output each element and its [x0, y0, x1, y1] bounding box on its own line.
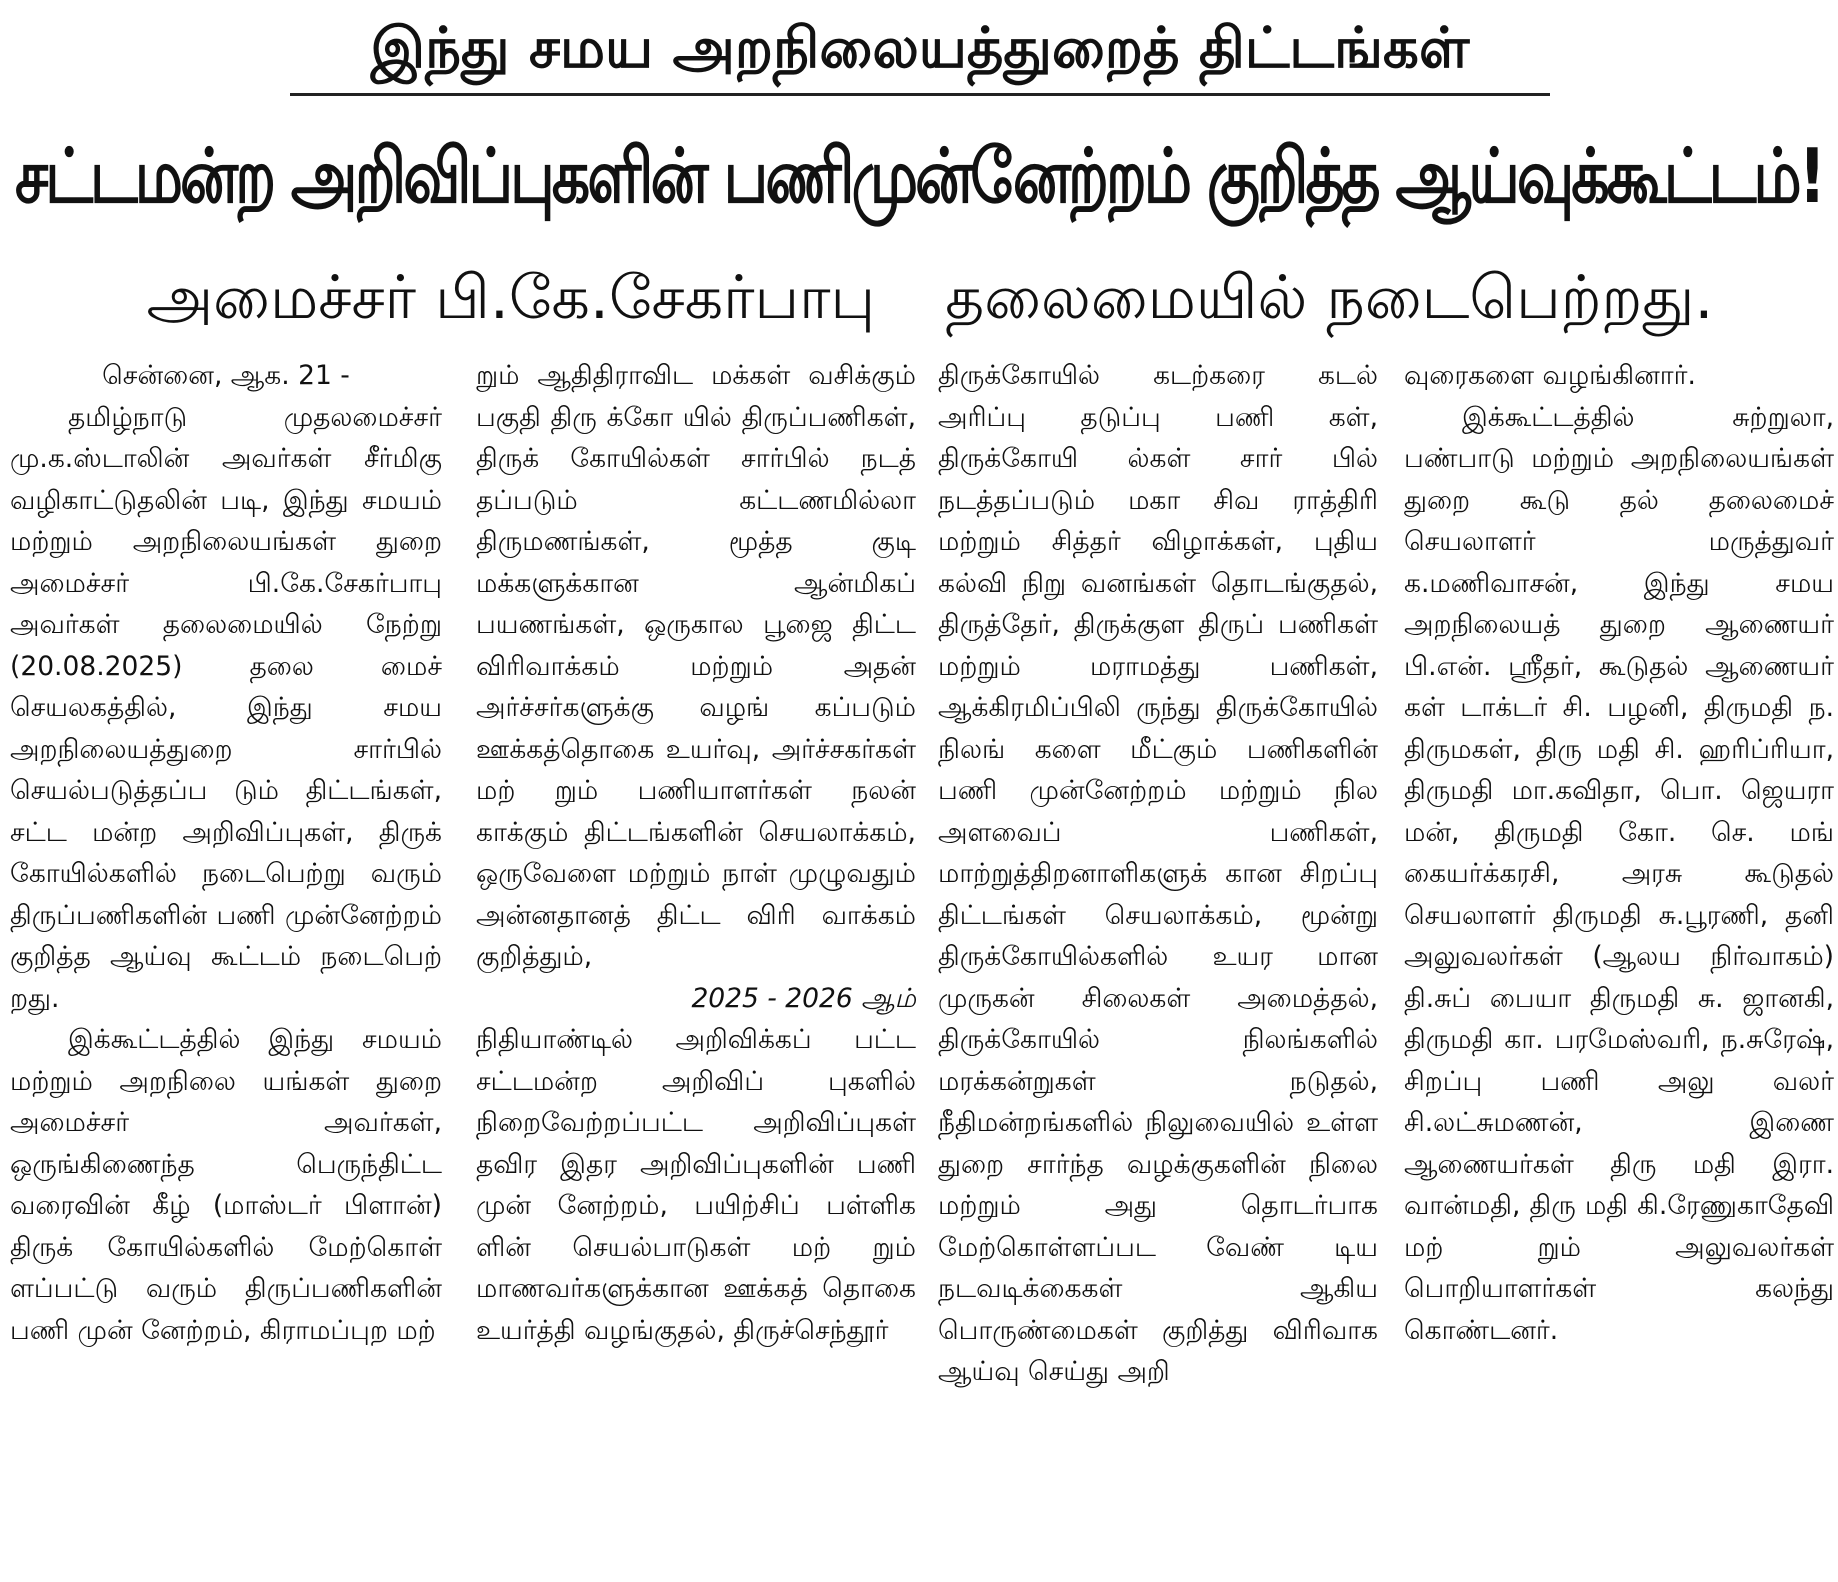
column-3	[938, 355, 1378, 1575]
paragraph: றும் ஆதிதிராவிட மக்கள் வசிக்கும் பகுதி திரு க்கோ யில் திருப்பணிகள், திருக் கோயில்கள் சார்பில் நடத் தப்படும் கட்டணமில்லா திருமணங்கள், மூத்த குடி மக்களுக்கான ஆன்மிகப் பயணங்கள், ஒருகால பூஜை திட்ட விரிவாக்கம் மற்றும் அதன் அர்ச்சர்களுக்கு வழங் கப்படும் ஊக்கத்தொகை உயர்வு, அர்ச்சகர்கள் மற் றும் பணியாளர்கள் நலன் காக்கும் திட்டங்களின் செயலாக்கம், ஒருவேளை மற்றும் நாள் முழுவதும் அன்னதானத் திட்ட விரி வாக்கம் குறித்தும்,	[476, 360, 916, 972]
subheadline	[40, 248, 1820, 348]
headline: சட்டமன்ற அறிவிப்புகளின் பணிமுன்னேற்றம் குறித்த ஆய்வுக்கூட்டம்!	[15, 133, 1823, 221]
paragraph: தமிழ்நாடு முதலமைச்சர் மு.க.ஸ்டாலின் அவர்கள் சீர்மிகு வழிகாட்டுதலின் படி, இந்து சமயம் மற்றும் அறநிலையங்கள் துறை அமைச்சர் பி.கே.சேகர்பாபு அவர்கள் தலைமையில் நேற்று (20.08.2025) தலை மைச் செயலகத்தில், இந்து சமய அறநிலையத்துறை சார்பில் செயல்படுத்தப்ப டும் திட்டங்கள், சட்ட மன்ற அறிவிப்புகள், திருக் கோயில்களில் நடைபெற்று வரும் திருப்பணிகளின் பணி முன்னேற்றம் குறித்த ஆய்வு கூட்டம் நடைபெற் றது.	[10, 401, 442, 1014]
subheadline-part-2: தலைமையில் நடைபெற்றது.	[945, 263, 1714, 333]
paragraph: வுரைகளை வழங்கினார்.	[1404, 360, 1696, 391]
section-kicker: இந்து சமய அறநிலையத்துறைத் திட்டங்கள்	[370, 16, 1470, 81]
paragraph: நிதியாண்டில் அறிவிக்கப் பட்ட சட்டமன்ற அறிவிப் புகளில் நிறைவேற்றப்பட்ட அறிவிப்புகள் தவிர இதர அறிவிப்புகளின் பணி முன் னேற்றம், பயிற்சிப் பள்ளிக ளின் செயல்பாடுகள் மற் றும் மாணவர்களுக்கான ஊக்கத் தொகை உயர்த்தி வழங்குதல், திருச்செந்தூர்	[476, 1024, 916, 1346]
column-2	[476, 355, 916, 1575]
column-4	[1404, 355, 1834, 1575]
column-1	[10, 355, 442, 1575]
dateline: சென்னை, ஆக. 21 -	[102, 360, 350, 391]
paragraph: இக்கூட்டத்தில் சுற்றுலா, பண்பாடு மற்றும் அறநிலையங்கள் துறை கூடு தல் தலைமைச் செயலாளர் மருத்துவர் க.மணிவாசன், இந்து சமய அறநிலையத் துறை ஆணையர் பி.என். ஸ்ரீதர், கூடுதல் ஆணையர் கள் டாக்டர் சி. பழனி, திருமதி ந. திருமகள், திரு மதி சி. ஹரிப்ரியா, திருமதி மா.கவிதா, பொ. ஜெயரா மன், திருமதி கோ. செ. மங் கையர்க்கரசி, அரசு கூடுதல் செயலாளர் திருமதி சு.பூரணி, தனி அலுவலர்கள் (ஆலய நிர்வாகம்) தி.சுப் பையா திருமதி சு. ஜானகி, திருமதி கா. பரமேஸ்வரி, ந.சுரேஷ், சிறப்பு பணி அலு வலர் சி.லட்சுமணன், இணை ஆணையர்கள் திரு மதி இரா. வான்மதி, திரு மதி கி.ரேணுகாதேவி மற் றும் அலுவலர்கள் பொறியாளர்கள் கலந்து கொண்டனர்.	[1404, 401, 1834, 1346]
subheadline-part-1: அமைச்சர் பி.கே.சேகர்பாபு	[146, 263, 876, 333]
fiscal-year-line: 2025 - 2026 ஆம்	[691, 982, 916, 1014]
article-body	[10, 355, 1834, 1575]
paragraph: இக்கூட்டத்தில் இந்து சமயம் மற்றும் அறநிலை யங்கள் துறை அமைச்சர் அவர்கள், ஒருங்கிணைந்த பெருந்திட்ட வரைவின் கீழ் (மாஸ்டர் பிளான்) திருக் கோயில்களில் மேற்கொள் ளப்பட்டு வரும் திருப்பணிகளின் பணி முன் னேற்றம், கிராமப்புற மற்	[10, 1024, 442, 1346]
paragraph: திருக்கோயில் கடற்கரை கடல் அரிப்பு தடுப்பு பணி கள், திருக்கோயி ல்கள் சார் பில் நடத்தப்படும் மகா சிவ ராத்திரி மற்றும் சித்தர் விழாக்கள், புதிய கல்வி நிறு வனங்கள் தொடங்குதல், திருத்தேர், திருக்குள திருப் பணிகள் மற்றும் மராமத்து பணிகள், ஆக்கிரமிப்பிலி ருந்து திருக்கோயில் நிலங் களை மீட்கும் பணிகளின் பணி முன்னேற்றம் மற்றும் நில அளவைப் பணிகள், மாற்றுத்திறனாளிகளுக் கான சிறப்பு திட்டங்கள் செயலாக்கம், மூன்று திருக்கோயில்களில் உயர மான முருகன் சிலைகள் அமைத்தல், திருக்கோயில் நிலங்களில் மரக்கன்றுகள் நடுதல், நீதிமன்றங்களில் நிலுவையில் உள்ள துறை சார்ந்த வழக்குகளின் நிலை மற்றும் அது தொடர்பாக மேற்கொள்ளப்பட வேண் டிய நடவடிக்கைகள் ஆகிய பொருண்மைகள் குறித்து விரிவாக ஆய்வு செய்து அறி	[938, 360, 1378, 1387]
